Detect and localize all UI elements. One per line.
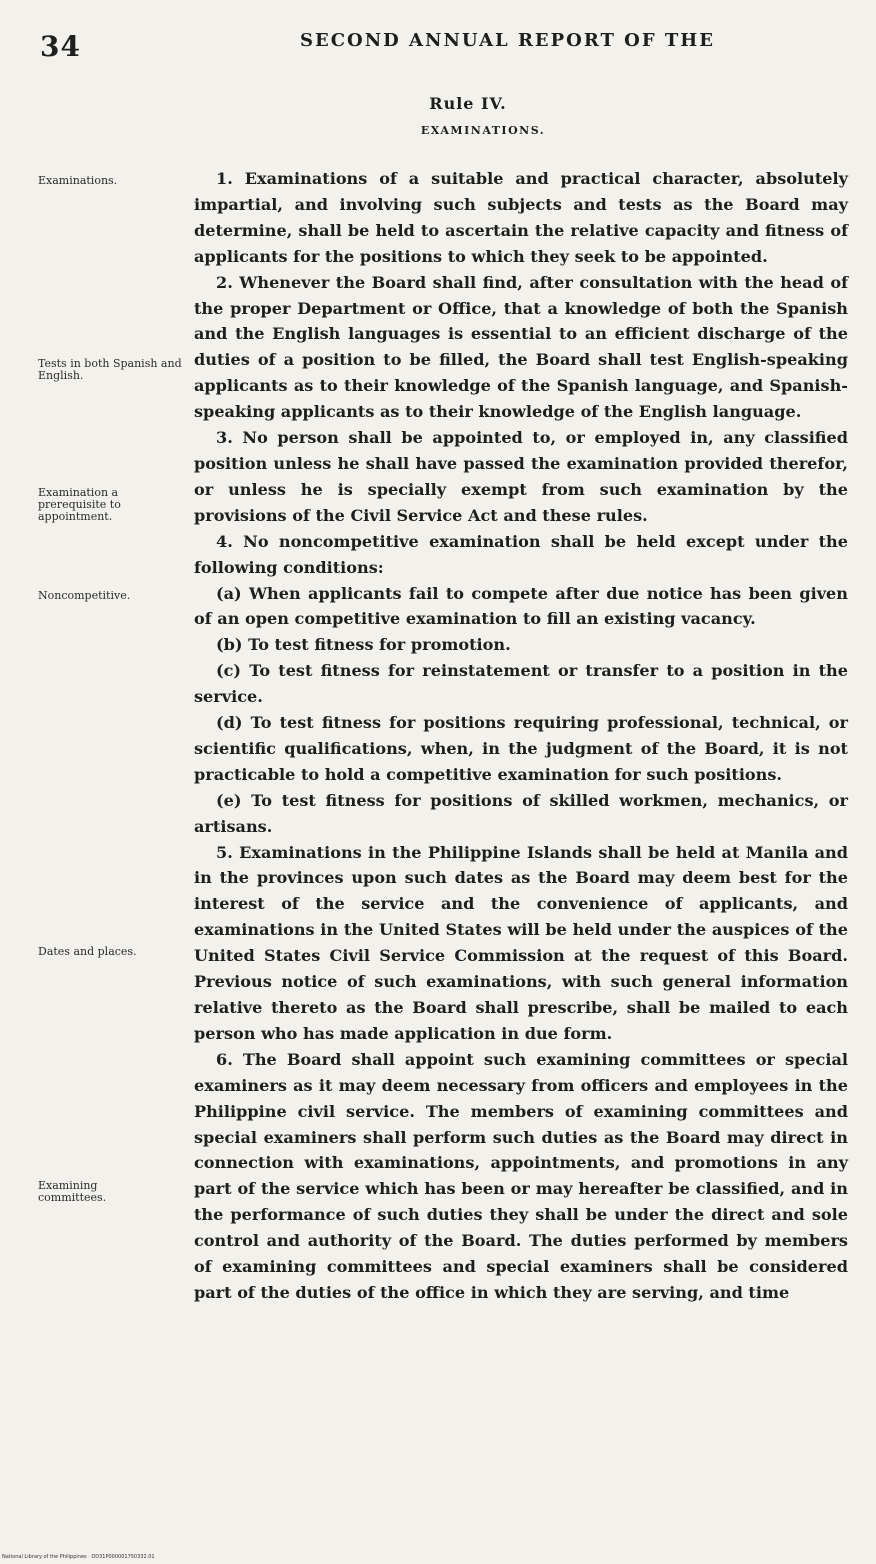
margin-note-noncompetitive: Noncompetitive. [38,589,131,602]
footer-credit: National Library of the Philippines · DD31P000001750332.01 [2,1554,155,1560]
paragraph-1: 1. Examinations of a suitable and practical character, absolutely impartial, and involving such subjects and tests as the Board may determine, shall be held to ascertain the relative capacity and fitness of applicants for the positions to which they seek to be appointed. [194,169,848,266]
running-head: SECOND ANNUAL REPORT OF THE [300,30,716,51]
paragraph-3: 3. No person shall be appointed to, or employed in, any classified position unless he shall have passed the examination provided therefor, or unless he is specially exempt from such examination by the provisions of the Civil Service Act and these rules. [194,428,848,525]
paragraph-4e: (e) To test fitness for positions of skilled workmen, mechanics, or artisans. [194,790,848,836]
paragraph-6: 6. The Board shall appoint such examining committees or special examiners as it may deem necessary from officers and employees in the Philippine civil service. The members of examining committees and special examiners shall perform such duties as the Board may direct in connection with examinations, appointments, and promotions in any part of the service which has been or may hereafter be classified, and in the performance of such duties they shall be under the direct and sole control and authority of the Board. The duties performed by members of examining committees and special examiners shall be considered part of the duties of the office in which they are serving, and time [194,1049,848,1302]
paragraph-4d: (d) To test fitness for positions requiring professional, technical, or scientific qualifications, when, in the judgment of the Board, it is not practicable to hold a competitive examination for such positions. [194,713,848,784]
margin-note-examinations: Examinations. [38,174,118,187]
page-number: 34 [40,30,81,63]
paragraph-4a: (a) When applicants fail to compete after due notice has been given of an open competitive examination to fill an existing vacancy. [194,583,848,629]
paragraph-4b: (b) To test fitness for promotion. [216,635,511,655]
body-text [194,166,848,1306]
rule-title: Rule IV. [429,94,507,113]
section-title: EXAMINATIONS. [420,124,546,137]
paragraph-4c: (c) To test fitness for reinstatement or transfer to a position in the service. [194,661,848,707]
margin-note-dates-places: Dates and places. [38,945,137,958]
paragraph-4: 4. No noncompetitive examination shall be held except under the following conditions: [194,531,848,577]
paragraph-5: 5. Examinations in the Philippine Islands shall be held at Manila and in the provinces upon such dates as the Board may deem best for the interest of the service and the convenience of applicants, and examinations in the United States will be held under the auspices of the United States Civil Service Commission at the request of this Board. Previous notice of such examinations, with such general information relative thereto as the Board shall prescribe, shall be mailed to each person who has made application in due form. [194,842,848,1043]
margin-note-examining-committees: Examining committees. [38,1179,107,1204]
margin-note-examination-prerequisite: Examination a prerequisite to appointment. [38,486,121,523]
margin-note-tests-spanish-english: Tests in both Spanish and English. [38,357,182,382]
paragraph-2: 2. Whenever the Board shall find, after consultation with the head of the proper Department or Office, that a knowledge of both the Spanish and the English languages is essential to an efficient discharge of the duties of a position to be filled, the Board shall test English-speaking applicants as to their knowledge of the Spanish language, and Spanish-speaking applicants as to their knowledge of the English language. [194,272,848,422]
